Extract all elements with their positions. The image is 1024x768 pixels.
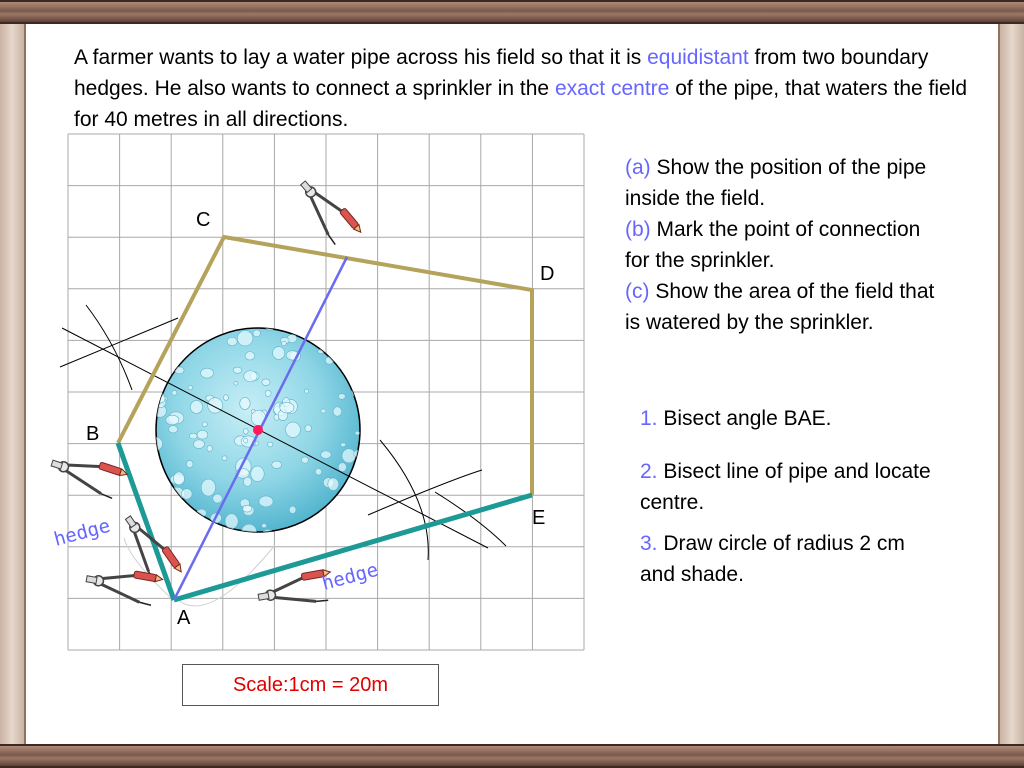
- water-droplet: [227, 337, 237, 345]
- water-droplet: [262, 379, 270, 386]
- water-droplet: [344, 501, 357, 514]
- water-droplet: [325, 357, 333, 364]
- water-droplet: [243, 429, 248, 435]
- water-droplet: [333, 407, 342, 416]
- water-droplet: [182, 531, 191, 539]
- compass-icon: [292, 173, 364, 250]
- water-droplet: [351, 488, 366, 500]
- point-label-a: A: [177, 607, 191, 629]
- question-b: (b) Mark the point of connection for the sprinkler.: [625, 218, 921, 272]
- step-2: 2. Bisect line of pipe and locate centre.: [640, 460, 931, 514]
- water-droplet: [244, 371, 257, 382]
- water-droplet: [212, 536, 216, 539]
- water-droplet: [193, 440, 204, 449]
- water-droplet: [341, 443, 346, 447]
- water-droplet: [172, 391, 177, 396]
- water-droplet: [225, 514, 238, 529]
- water-droplet: [321, 409, 326, 413]
- water-droplet: [202, 422, 207, 427]
- hedge-label-bottom: hedge: [319, 558, 381, 595]
- water-droplet: [222, 456, 227, 461]
- water-droplet: [190, 400, 202, 413]
- water-droplet: [265, 390, 271, 396]
- water-droplet: [245, 352, 255, 360]
- water-droplet: [289, 506, 296, 514]
- water-droplet: [223, 395, 228, 401]
- water-droplet: [175, 367, 184, 374]
- water-droplet: [281, 341, 286, 345]
- water-droplet: [272, 461, 282, 468]
- sprinkler-point: [253, 425, 263, 435]
- water-droplet: [267, 442, 272, 447]
- water-droplet: [186, 460, 193, 467]
- point-label-d: D: [540, 263, 555, 285]
- water-droplet: [305, 425, 312, 432]
- water-droplet: [180, 324, 195, 342]
- water-droplet: [181, 489, 192, 500]
- water-droplet: [289, 322, 293, 325]
- water-droplet: [201, 479, 215, 496]
- step-3: 3. Draw circle of radius 2 cm and shade.: [640, 532, 905, 586]
- water-droplet: [164, 510, 169, 514]
- highlight-exact-centre: exact centre: [554, 77, 670, 100]
- water-droplet: [286, 422, 301, 437]
- step-1: 1. Bisect angle BAE.: [640, 407, 832, 430]
- water-droplet: [243, 505, 252, 512]
- point-label-c: C: [196, 209, 211, 231]
- water-droplet: [266, 324, 274, 331]
- water-droplet: [315, 468, 321, 475]
- water-droplet: [173, 472, 184, 485]
- highlight-equidistant: equidistant: [647, 46, 749, 69]
- water-droplet: [233, 367, 242, 373]
- water-droplet: [251, 466, 264, 482]
- water-droplet: [304, 389, 308, 393]
- water-droplet: [234, 381, 238, 385]
- water-droplet: [244, 438, 248, 443]
- water-droplet: [338, 463, 346, 472]
- compass-icon: [84, 563, 163, 607]
- water-droplet: [188, 385, 192, 389]
- water-droplet: [328, 478, 339, 491]
- water-droplet: [201, 368, 214, 378]
- water-droplet: [199, 523, 206, 530]
- point-label-b: B: [86, 423, 100, 445]
- water-droplet: [262, 523, 267, 527]
- hedge-label-left: hedge: [51, 514, 113, 551]
- water-droplet: [355, 431, 359, 435]
- compass-icon: [47, 448, 128, 501]
- questions-block: [625, 152, 945, 338]
- water-droplet: [342, 449, 355, 463]
- water-droplet: [189, 433, 197, 439]
- water-droplet: [253, 330, 260, 337]
- water-droplet: [337, 522, 346, 532]
- water-droplet: [237, 331, 253, 346]
- point-label-e: E: [532, 507, 546, 529]
- water-droplet: [207, 446, 213, 452]
- water-droplet: [318, 349, 324, 353]
- water-droplet: [280, 402, 294, 413]
- water-droplet: [169, 426, 178, 433]
- water-droplet: [273, 347, 285, 360]
- water-droplet: [301, 457, 308, 463]
- water-droplet: [145, 424, 155, 431]
- water-droplet: [166, 415, 179, 425]
- scale-box: Scale:1cm = 20m: [182, 664, 439, 706]
- water-droplet: [197, 430, 208, 439]
- water-droplet: [184, 328, 189, 332]
- problem-statement: A farmer wants to lay a water pipe across his field so that it is equidistant from two boundary hedges. He also wants to connect a sprinkler in the exact centre of the pipe, that waters the field for 40 metres in all directions.: [74, 46, 968, 131]
- water-droplet: [213, 494, 223, 503]
- water-droplet: [208, 398, 223, 414]
- question-a: (a) Show the position of the pipe inside the field.: [625, 156, 927, 210]
- water-droplet: [259, 496, 273, 507]
- question-c: (c) Show the area of the field that is watered by the sprinkler.: [625, 280, 935, 334]
- water-droplet: [242, 524, 257, 537]
- water-droplet: [321, 451, 331, 459]
- water-droplet: [240, 397, 250, 409]
- water-droplet: [338, 394, 345, 400]
